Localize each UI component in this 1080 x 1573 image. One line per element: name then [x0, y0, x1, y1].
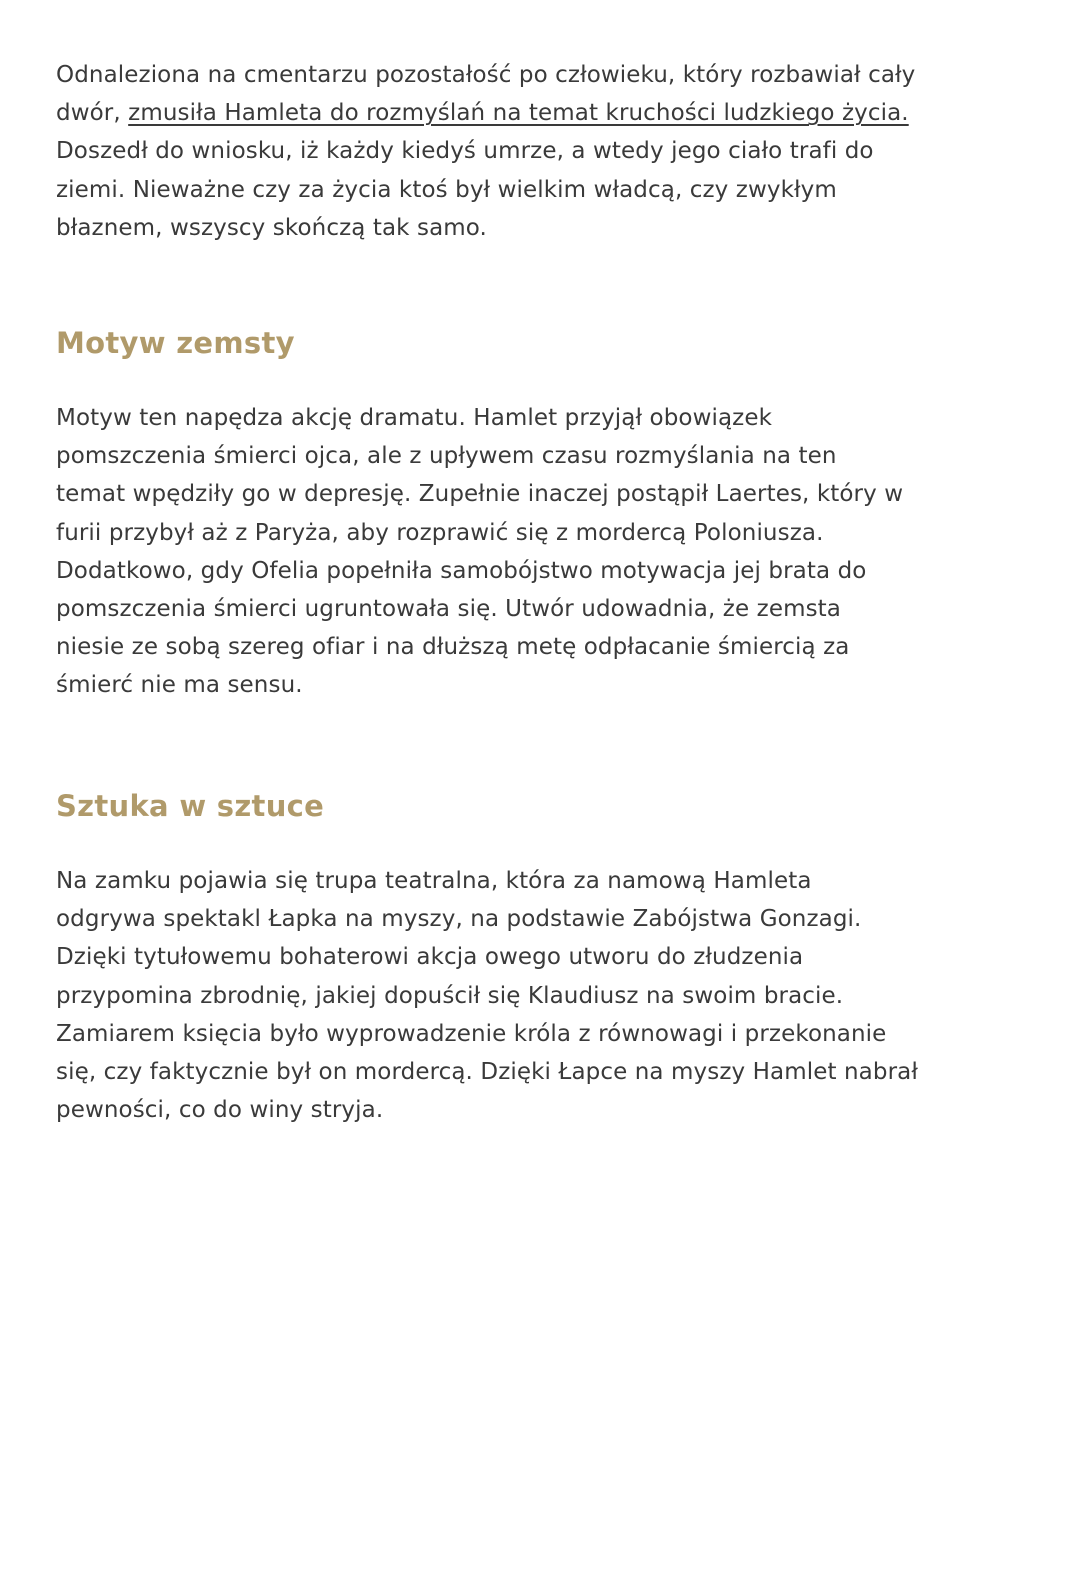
- text-line: Odnaleziona na cmentarzu pozostałość po człowieku, który rozbawiał cały: [56, 62, 916, 88]
- text-line: przypomina zbrodnię, jakiej dopuścił się Klaudiusz na swoim bracie.: [56, 982, 844, 1009]
- text-line: śmierć nie ma sensu.: [56, 672, 303, 699]
- section-heading-motyw-zemsty: Motyw zemsty: [56, 326, 295, 360]
- text-line: pomszczenia śmierci ojca, ale z upływem czasu rozmyślania na ten: [56, 443, 837, 470]
- intro-paragraph: [56, 56, 1024, 247]
- text-line: temat wpędziły go w depresję. Zupełnie inaczej postąpił Laertes, który w: [56, 481, 904, 508]
- text-line: Zamiarem księcia było wyprowadzenie króla z równowagi i przekonanie: [56, 1020, 887, 1047]
- text-line: Na zamku pojawia się trupa teatralna, która za namową Hamleta: [56, 868, 812, 894]
- section-paragraph-sztuka-w-sztuce: [56, 862, 1024, 1129]
- text-line: Doszedł do wniosku, iż każdy kiedyś umrze, a wtedy jego ciało trafi do: [56, 138, 874, 165]
- text-line: pomszczenia śmierci ugruntowała się. Utwór udowadnia, że zemsta: [56, 595, 841, 622]
- text-segment: dwór,: [56, 100, 129, 127]
- text-line: [56, 94, 1024, 132]
- section-paragraph-motyw-zemsty: [56, 399, 1024, 705]
- text-line: się, czy faktycznie był on mordercą. Dzięki Łapce na myszy Hamlet nabrał: [56, 1058, 918, 1085]
- text-line: ziemi. Nieważne czy za życia ktoś był wielkim władcą, czy zwykłym: [56, 176, 837, 203]
- text-line: odgrywa spektakl Łapka na myszy, na podstawie Zabójstwa Gonzagi.: [56, 906, 862, 933]
- underlined-phrase: zmusiła Hamleta do rozmyślań na temat kruchości ludzkiego życia.: [128, 100, 909, 127]
- text-line: błaznem, wszyscy skończą tak samo.: [56, 214, 487, 241]
- text-line: niesie ze sobą szereg ofiar i na dłuższą metę odpłacanie śmiercią za: [56, 634, 850, 661]
- text-line: Motyw ten napędza akcję dramatu. Hamlet przyjął obowiązek: [56, 405, 773, 431]
- text-line: pewności, co do winy stryja.: [56, 1097, 384, 1124]
- text-line: furii przybył aż z Paryża, aby rozprawić się z mordercą Poloniusza.: [56, 519, 824, 546]
- text-line: Dodatkowo, gdy Ofelia popełniła samobójstwo motywacja jej brata do: [56, 557, 867, 584]
- text-line: Dzięki tytułowemu bohaterowi akcja owego utworu do złudzenia: [56, 944, 804, 971]
- section-heading-sztuka-w-sztuce: Sztuka w sztuce: [56, 789, 325, 823]
